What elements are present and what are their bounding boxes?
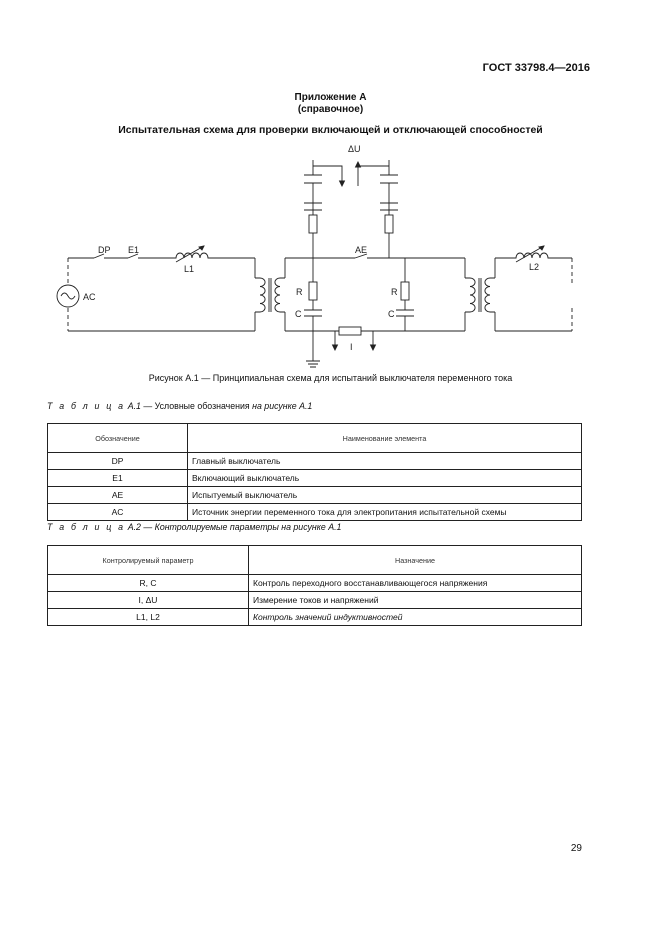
resistor-r2-symbol [401, 282, 409, 300]
table-cell: E1 [48, 470, 188, 487]
table-row [48, 470, 582, 487]
table1-caption-ref: на рисунке А.1 [252, 401, 313, 411]
table-cell: Источник энергии переменного тока для электропитания испытательной схемы [188, 504, 582, 521]
transformer-1-symbol [255, 258, 285, 331]
table1-caption [47, 401, 312, 411]
figure-caption: Рисунок А.1 — Принципиальная схема для испытаний выключателя переменного тока [148, 373, 513, 383]
label-l1: L1 [184, 264, 195, 274]
table-cell: I, ΔU [48, 592, 249, 609]
inductor-l1-symbol [170, 246, 255, 262]
table-row [48, 487, 582, 504]
table-cell: AC [48, 504, 188, 521]
table-row [48, 609, 582, 626]
table-cell: L1, L2 [48, 609, 249, 626]
table-row [48, 453, 582, 470]
label-r2: R [391, 287, 398, 297]
table-cell: DP [48, 453, 188, 470]
table-cell: Измерение токов и напряжений [249, 592, 582, 609]
table-cell: Контроль переходного восстанавливающегося напряжения [249, 575, 582, 592]
inductor-l2-symbol [495, 246, 572, 331]
table1-caption-num: А.1 [127, 401, 141, 411]
table-cell: R, C [48, 575, 249, 592]
table-cell: Включающий выключатель [188, 470, 582, 487]
label-ae: AE [355, 245, 368, 255]
label-e1: E1 [128, 245, 140, 255]
label-du: ΔU [348, 144, 361, 154]
table-cell: Главный выключатель [188, 453, 582, 470]
table-header-row [48, 424, 582, 453]
label-dp: DP [98, 245, 111, 255]
transformer-2-symbol [465, 258, 495, 331]
table2-caption [47, 522, 341, 532]
circuit-diagram [0, 0, 661, 370]
appendix-title: Приложение А [294, 92, 367, 103]
label-c1: C [295, 309, 302, 319]
document-id: ГОСТ 33798.4—2016 [482, 62, 590, 74]
table1-header-designation: Обозначение [48, 424, 188, 453]
table-header-row [48, 546, 582, 575]
main-bus [285, 258, 465, 331]
table-row [48, 575, 582, 592]
table2-caption-prefix: Т а б л и ц а [47, 522, 126, 532]
page-number: 29 [570, 843, 582, 854]
measurement-branch-left [304, 160, 345, 367]
table1-caption-text: — Условные обозначения [143, 401, 253, 411]
resistor-r1-symbol [309, 282, 317, 300]
table-cell: AE [48, 487, 188, 504]
table-cell: Контроль значений индуктивностей [249, 609, 582, 626]
table-cell: Испытуемый выключатель [188, 487, 582, 504]
table1-caption-prefix: Т а б л и ц а [47, 401, 126, 411]
table2-caption-num: А.2 [127, 522, 141, 532]
input-lines [68, 258, 255, 331]
rc-branch-right [396, 258, 414, 331]
table1-header-name: Наименование элемента [188, 424, 582, 453]
figure-heading: Испытательная схема для проверки включающей и отключающей способностей [118, 124, 543, 136]
label-l2: L2 [529, 262, 540, 272]
sine-wave-icon [61, 293, 75, 299]
table2-header-purpose: Назначение [249, 546, 582, 575]
current-shunt-symbol [333, 327, 376, 350]
table-row [48, 592, 582, 609]
table-row [48, 504, 582, 521]
capacitor-c1-symbol [304, 310, 322, 316]
label-r1: R [296, 287, 303, 297]
table2-caption-text: — Контролируемые параметры на рисунке А.1 [143, 522, 342, 532]
designations-table [47, 423, 582, 521]
capacitor-c2-symbol [396, 310, 414, 316]
appendix-subtitle: (справочное) [297, 104, 364, 115]
table2-header-parameter: Контролируемый параметр [48, 546, 249, 575]
label-c2: C [388, 309, 395, 319]
label-i: I [350, 342, 353, 352]
measurement-branch-right [356, 160, 399, 258]
ground-icon [306, 361, 320, 367]
label-ac: AC [83, 292, 96, 302]
parameters-table [47, 545, 582, 626]
